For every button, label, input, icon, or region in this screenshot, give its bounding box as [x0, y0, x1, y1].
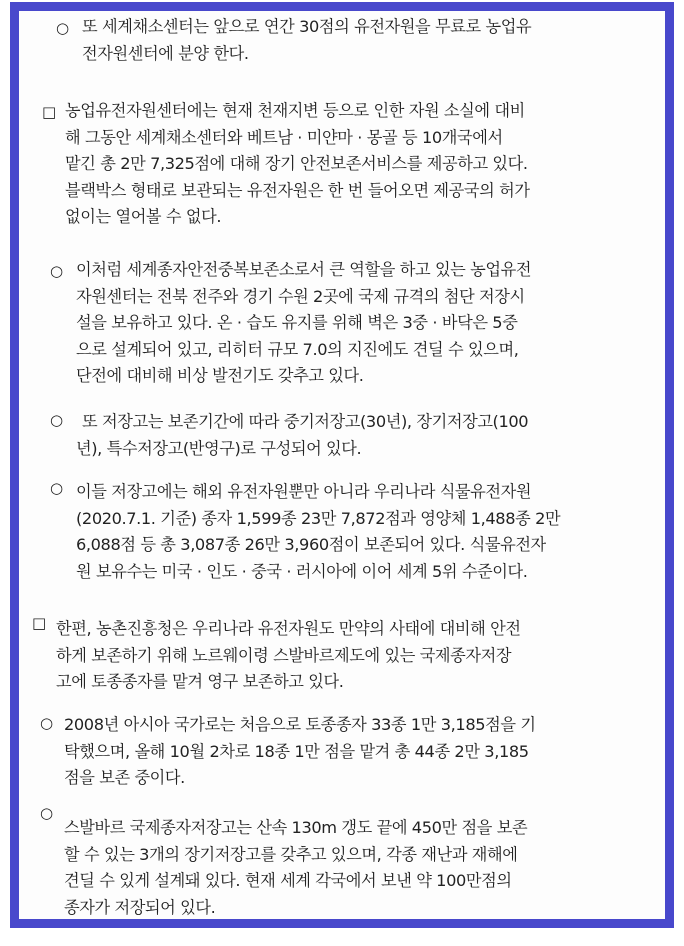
text-line: 또 저장고는 보존기간에 따라 중기저장고(30년), 장기저장고(100: [82, 412, 529, 431]
paragraph-1: [82, 14, 531, 67]
text-line: 으로 설계되어 있고, 리히터 규모 7.0의 지진에도 견딜 수 있으며,: [76, 339, 519, 359]
text-line: 단전에 대비해 비상 발전기도 갖추고 있다.: [76, 366, 364, 386]
text-line: 종자가 저장되어 있다.: [64, 897, 216, 917]
circle-bullet: ○: [50, 262, 64, 280]
text-line: 없이는 열어볼 수 없다.: [65, 207, 222, 227]
text-line: 농업유전자원센터에는 현재 천재지변 등으로 인한 자원 소실에 대비: [65, 101, 525, 120]
text-line: 또 세계채소센터는 앞으로 연간 30점의 유전자원을 무료로 농업유: [82, 17, 532, 36]
paragraph-2: [65, 98, 530, 231]
text-line: 할 수 있는 3개의 장기저장고를 갖추고 있으며, 각종 재난과 재해에: [64, 844, 518, 864]
text-line: 한편, 농촌진흥청은 우리나라 유전자원도 만약의 사태에 대비해 안전: [56, 619, 521, 638]
text-line: 스발바르 국제종자저장고는 산속 130m 갱도 끝에 450만 점을 보존: [64, 818, 528, 837]
text-line: 하게 보존하기 위해 노르웨이령 스발바르제도에 있는 국제종자저장: [56, 645, 512, 665]
square-bullet: □: [32, 614, 47, 632]
text-line: 고에 토종종자를 맡겨 영구 보존하고 있다.: [56, 672, 344, 692]
paragraph-4: [76, 409, 529, 462]
text-line: 전자원센터에 분양 한다.: [82, 43, 249, 63]
text-line: 점을 보존 중이다.: [64, 768, 185, 788]
circle-bullet: ○: [50, 411, 64, 429]
paragraph-3: [76, 257, 531, 390]
text-line: 원 보유수는 미국 · 인도 · 중국 · 러시아에 이어 세계 5위 수준이다.: [76, 561, 528, 581]
paragraph-8: [64, 815, 527, 921]
text-line: 맡긴 총 2만 7,325점에 대해 장기 안전보존서비스를 제공하고 있다.: [65, 154, 528, 174]
circle-bullet: ○: [40, 714, 54, 732]
text-line: 이처럼 세계종자안전중복보존소로서 큰 역할을 하고 있는 농업유전: [76, 260, 532, 279]
circle-bullet: ○: [40, 804, 54, 822]
text-line: 2008년 아시아 국가로는 처음으로 토종종자 33종 1만 3,185점을 기: [64, 715, 536, 734]
circle-bullet: ○: [50, 479, 64, 497]
paragraph-6: [56, 616, 521, 696]
paragraph-5: [76, 479, 560, 585]
text-line: 6,088점 등 총 3,087종 26만 3,960점이 보존되어 있다. 식물유전자: [76, 535, 546, 555]
text-line: 년), 특수저장고(반영구)로 구성되어 있다.: [76, 438, 362, 458]
paragraph-7: [64, 712, 536, 792]
text-line: 설을 보유하고 있다. 온 · 습도 유지를 위해 벽은 3중 · 바닥은 5중: [76, 313, 518, 333]
text-line: (2020.7.1. 기준) 종자 1,599종 23만 7,872점과 영양체 1,488종 2만: [76, 508, 561, 528]
text-line: 이들 저장고에는 해외 유전자원뿐만 아니라 우리나라 식물유전자원: [76, 482, 532, 501]
text-line: 자원센터는 전북 전주와 경기 수원 2곳에 국제 규격의 첨단 저장시: [76, 286, 525, 306]
text-line: 블랙박스 형태로 보관되는 유전자원은 한 번 들어오면 제공국의 허가: [65, 180, 530, 200]
text-line: 견딜 수 있게 설계돼 있다. 현재 세계 각국에서 보낸 약 100만점의: [64, 871, 512, 891]
circle-bullet: ○: [56, 19, 70, 37]
square-bullet: □: [42, 103, 57, 121]
text-line: 탁했으며, 올해 10월 2차로 18종 1만 점을 맡겨 총 44종 2만 3,185: [64, 741, 529, 761]
text-line: 해 그동안 세계채소센터와 베트남 · 미얀마 · 몽골 등 10개국에서: [65, 127, 503, 147]
